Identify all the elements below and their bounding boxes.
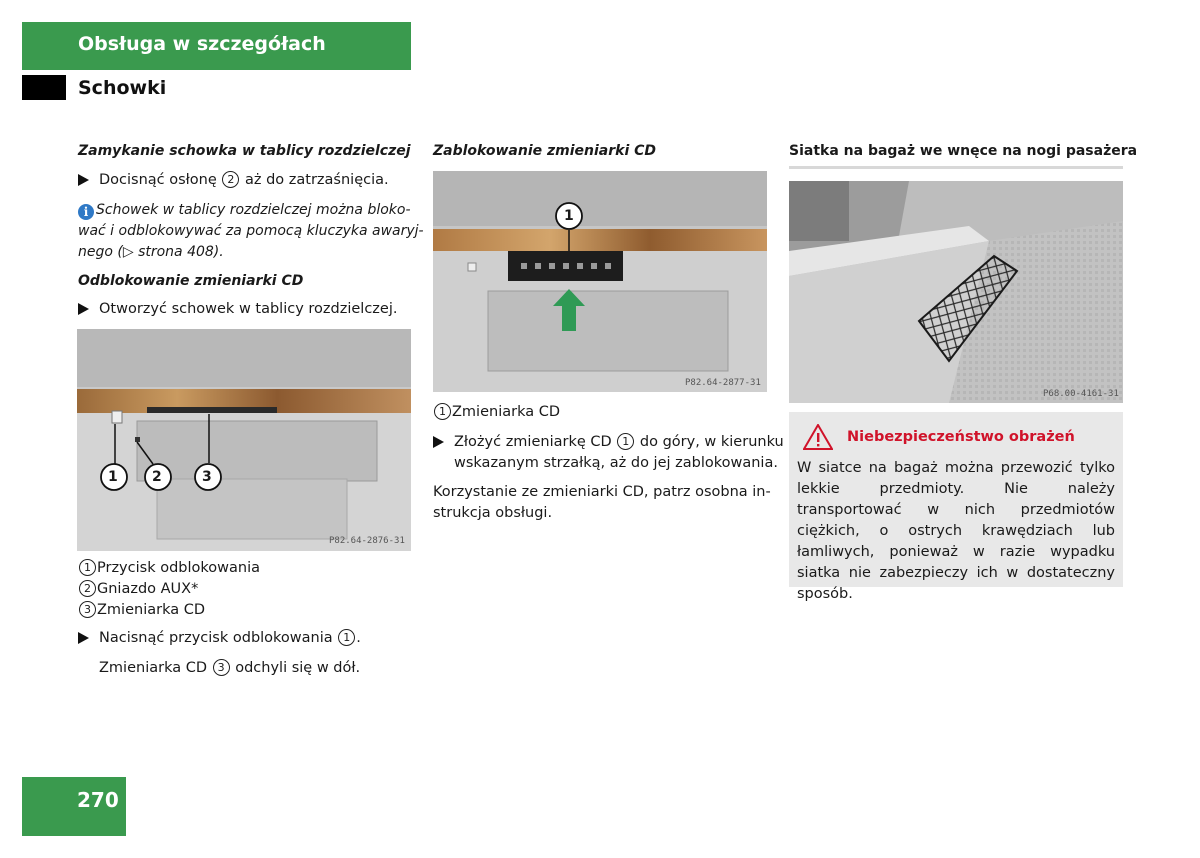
step-arrow-icon bbox=[78, 174, 89, 186]
photo-code: P82.64-2876-31 bbox=[329, 536, 405, 546]
heading-lock-cd-changer: Zablokowanie zmieniarki CD bbox=[433, 143, 657, 159]
page-number: 270 bbox=[77, 788, 119, 812]
page-number-box bbox=[22, 777, 126, 836]
info-note: i Schowek w tablicy rozdzielczej można bloko- wać i odblokowywać za pomocą kluczyka awaryj- nego (▷ strona 408). bbox=[78, 202, 424, 260]
legend-item: 1 Przycisk odblokowania bbox=[78, 558, 260, 579]
photo-cd-changer bbox=[433, 171, 767, 392]
photo-callout-2: 2 bbox=[152, 469, 162, 485]
photo-code: P82.64-2877-31 bbox=[685, 378, 761, 388]
section-title-bar bbox=[22, 22, 411, 70]
warning-text: W siatce na bagaż można przewozić tylko lekkie przedmioty. Nie należy transportować w nich przedmiotów ciężkich, o ostrych krawędziach lub łamliwych, ponieważ w razie wypadku siatka nie zabezpieczy ich w dostateczny sposób. bbox=[797, 460, 1115, 602]
photo-callout-3: 3 bbox=[202, 469, 212, 485]
callout-ref: 2 bbox=[222, 171, 239, 188]
info-icon: i bbox=[78, 204, 94, 220]
subsection-title: Schowki bbox=[78, 77, 167, 99]
callout-ref: 3 bbox=[213, 659, 230, 676]
heading-luggage-net: Siatka na bagaż we wnęce na nogi pasażera bbox=[789, 143, 1138, 159]
warning-triangle-icon bbox=[803, 424, 833, 450]
heading-rule bbox=[789, 166, 1123, 169]
step-close-cover bbox=[78, 170, 413, 191]
photo-luggage-net bbox=[789, 181, 1123, 403]
callout-ref: 1 bbox=[338, 629, 355, 646]
photo-callout-1: 1 bbox=[108, 469, 118, 485]
step-text: Docisnąć osłonę 2 aż do zatrzaśnięcia. bbox=[99, 172, 389, 188]
paragraph-cd-reference: Korzystanie ze zmieniarki CD, patrz osobna in- strukcja obsługi. bbox=[433, 484, 771, 521]
step-fold-cd-changer: Złożyć zmieniarkę CD 1 do góry, w kierunku wskazanym strzałką, aż do jej zablokowania. bbox=[433, 432, 773, 474]
step-arrow-icon bbox=[78, 632, 89, 644]
subsection-marker bbox=[22, 75, 66, 100]
legend-item: 3 Zmieniarka CD bbox=[78, 600, 260, 621]
step-arrow-icon bbox=[433, 436, 444, 448]
legend-item: 2 Gniazdo AUX* bbox=[78, 579, 260, 600]
step-press-release: Nacisnąć przycisk odblokowania 1 . bbox=[78, 628, 413, 649]
warning-box bbox=[789, 412, 1123, 602]
legend-photo-2: 1 Zmieniarka CD bbox=[433, 402, 560, 423]
step-arrow-icon bbox=[78, 303, 89, 315]
callout-ref: 1 bbox=[617, 433, 634, 450]
section-title: Obsługa w szczegółach bbox=[78, 33, 326, 55]
photo-callout-1: 1 bbox=[564, 208, 574, 224]
heading-closing-glovebox: Zamykanie schowka w tablicy rozdzielczej bbox=[78, 143, 411, 159]
step-result: Zmieniarka CD 3 odchyli się w dół. bbox=[99, 660, 361, 676]
photo-glovebox-open bbox=[77, 329, 411, 551]
heading-unlock-cd-changer: Odblokowanie zmieniarki CD bbox=[78, 273, 304, 289]
legend-photo-1 bbox=[78, 558, 260, 621]
photo-code: P68.00-4161-31 bbox=[1043, 389, 1119, 399]
warning-title: Niebezpieczeństwo obrażeń bbox=[797, 424, 1115, 450]
step-open-glovebox: Otworzyć schowek w tablicy rozdzielczej. bbox=[78, 299, 413, 320]
